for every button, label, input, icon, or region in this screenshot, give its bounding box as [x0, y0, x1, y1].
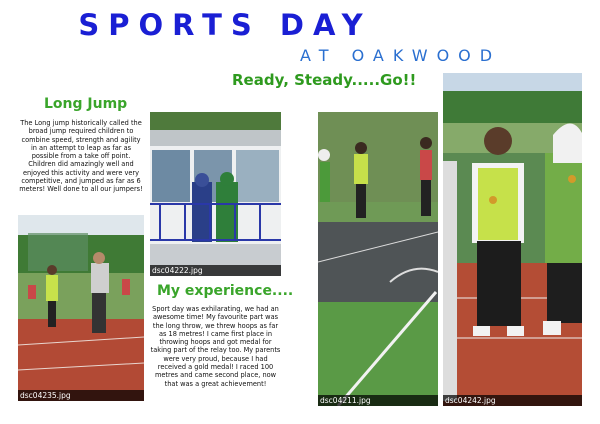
photo-caption: dsc04211.jpg	[318, 395, 438, 406]
photo-caption: dsc04235.jpg	[18, 390, 144, 401]
tagline: Ready, Steady.....Go!!	[232, 71, 417, 89]
photo-track	[318, 112, 438, 406]
page-subtitle: AT OAKWOOD	[300, 46, 502, 65]
long-jump-text: The Long jump historically called the broad jump required children to combine speed, strength and agility in an attempt to leap as far as possible from a take off point. Children did amazingly well and enjoyed this activity and were very competitive, and jumped as far as 6 meters! Well done to all our jumpers!	[19, 119, 143, 194]
photo-balcony-image	[150, 112, 281, 276]
photo-balcony	[150, 112, 281, 276]
long-jump-heading: Long Jump	[44, 96, 128, 112]
photo-long-jump-image	[18, 215, 144, 401]
photo-winners-image	[443, 73, 582, 406]
photo-winners	[443, 73, 582, 406]
experience-text: Sport day was exhilarating, we had an awesome time! My favourite part was the long throw, we threw hoops as far as 18 metres! I came first place in throwing hoops and got medal for taking part of the relay too. My parents were very proud, because I had received a gold medal! I raced 100 metres and came second place, now that was a great achievement!	[150, 305, 281, 388]
page-title: SPORTS DAY	[78, 8, 372, 42]
photo-track-image	[318, 112, 438, 406]
experience-heading: My experience....	[157, 283, 294, 299]
photo-caption: dsc04242.jpg	[443, 395, 582, 406]
photo-caption: dsc04222.jpg	[150, 265, 281, 276]
photo-long-jump	[18, 215, 144, 401]
